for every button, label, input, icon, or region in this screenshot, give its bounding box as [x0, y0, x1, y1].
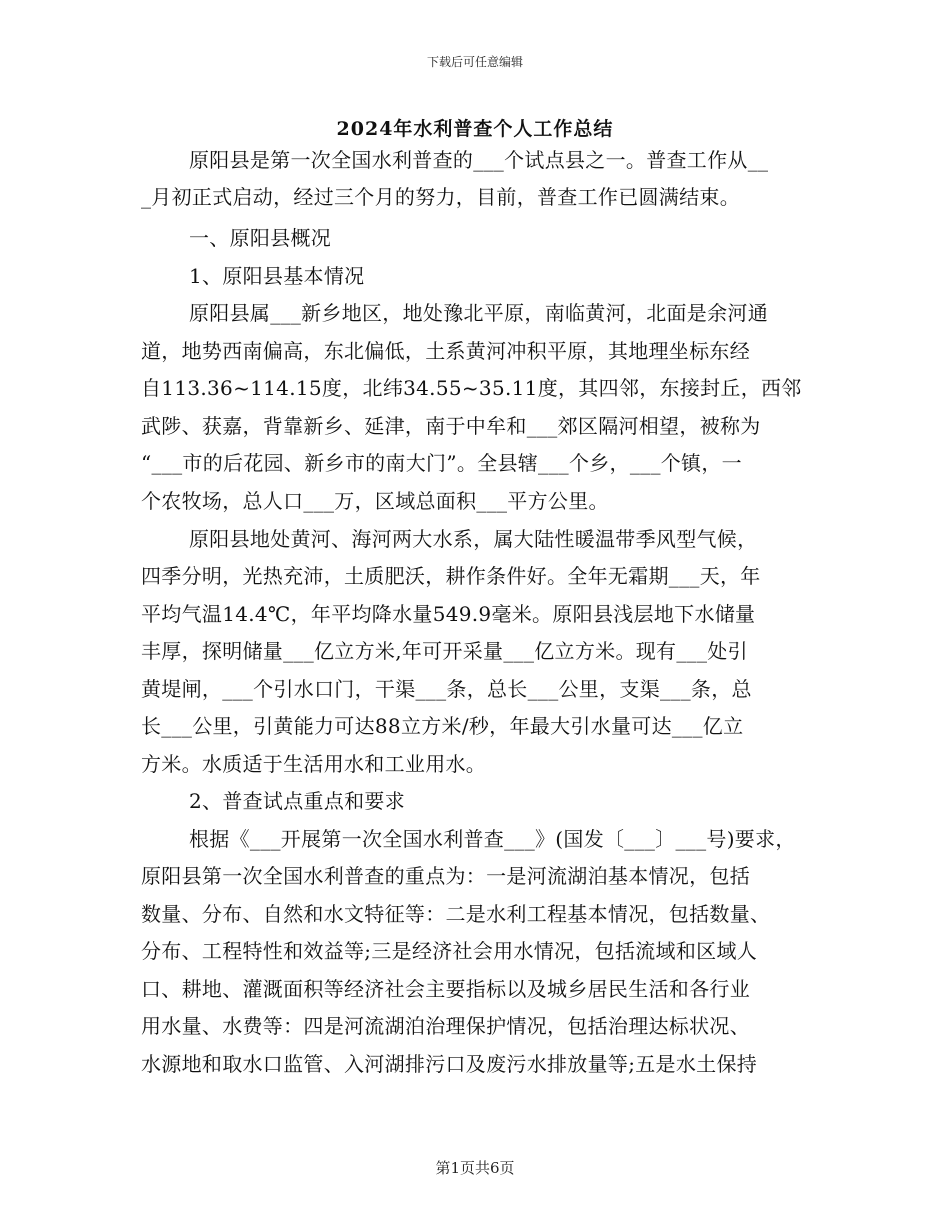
body-line: 水源地和取水口监管、入河湖排污口及废污水排放量等;五是水土保持 [141, 1052, 758, 1076]
body-line: 黄堤闸，___个引水口门，干渠___条，总长___公里，支渠___条，总 [141, 677, 752, 701]
body-line: 四季分明，光热充沛，土质肥沃，耕作条件好。全年无霜期___天，年 [141, 564, 761, 588]
body-line: _月初正式启动，经过三个月的努力，目前，普查工作已圆满结束。 [141, 185, 740, 209]
body-line: 自113.36~114.15度，北纬34.55~35.11度，其四邻，东接封丘，西邻 [141, 376, 802, 400]
body-line: 根据《___开展第一次全国水利普查___》(国发〔___〕___号)要求， [189, 827, 796, 851]
body-line: “___市的后花园、新乡市的南大门”。全县辖___个乡，___个镇，一 [141, 451, 742, 475]
body-line: 武陟、获嘉，背靠新乡、延津，南于中牟和___郊区隔河相望，被称为 [141, 414, 761, 438]
body-line: 原阳县属___新乡地区，地处豫北平原，南临黄河，北面是余河通 [189, 301, 768, 325]
body-line: 原阳县是第一次全国水利普查的___个试点县之一。普查工作从__ [189, 148, 769, 172]
section-heading: 一、原阳县概况 [189, 226, 332, 250]
body-line: 道，地势西南偏高，东北偏低，土系黄河冲积平原，其地理坐标东经 [141, 339, 750, 363]
page-number: 第1页共6页 [435, 1159, 515, 1177]
page-header-note: 下载后可任意编辑 [426, 55, 523, 69]
body-line: 方米。水质适于生活用水和工业用水。 [141, 752, 487, 776]
body-line: 用水量、水费等：四是河流湖泊治理保护情况，包括治理达标状况、 [141, 1014, 750, 1038]
body-line: 数量、分布、自然和水文特征等：二是水利工程基本情况，包括数量、 [141, 902, 771, 926]
subsection-heading: 2、普查试点重点和要求 [189, 789, 406, 813]
body-line: 丰厚，探明储量___亿立方米,年可开采量___亿立方米。现有___处引 [141, 639, 748, 663]
body-line: 平均气温14.4℃，年平均降水量549.9毫米。原阳县浅层地下水储量 [141, 602, 756, 626]
body-line: 个农牧场，总人口___万，区域总面积___平方公里。 [141, 489, 609, 513]
body-line: 分布、工程特性和效益等;三是经济社会用水情况，包括流域和区域人 [141, 939, 758, 963]
subsection-heading: 1、原阳县基本情况 [189, 264, 365, 288]
body-line: 口、耕地、灌溉面积等经济社会主要指标以及城乡居民生活和各行业 [141, 977, 750, 1001]
body-line: 长___公里，引黄能力可达88立方米/秒，年最大引水量可达___亿立 [141, 714, 744, 738]
body-line: 原阳县第一次全国水利普查的重点为：一是河流湖泊基本情况，包括 [141, 864, 750, 888]
document-title: 2024年水利普查个人工作总结 [336, 118, 614, 140]
body-line: 原阳县地处黄河、海河两大水系，属大陆性暖温带季风型气候， [189, 527, 758, 551]
